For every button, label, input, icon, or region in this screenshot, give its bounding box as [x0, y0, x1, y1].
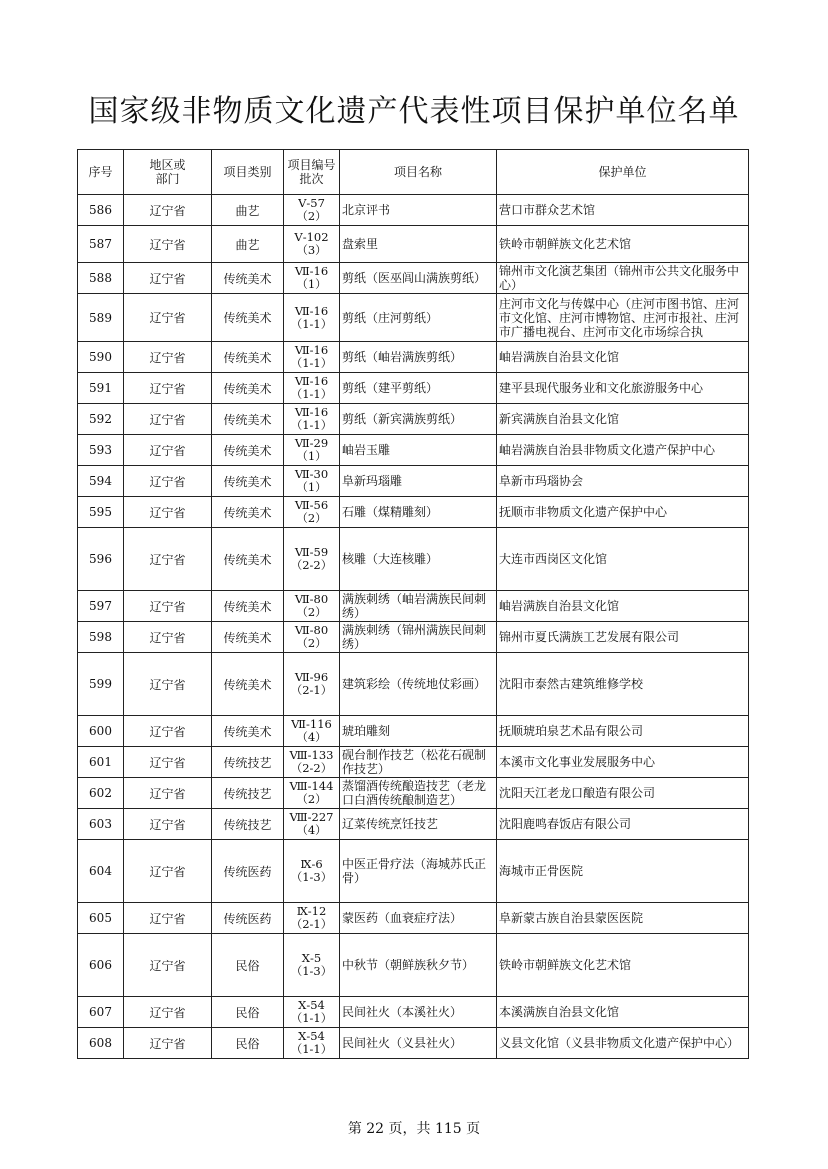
cell-region: 辽宁省 [124, 1028, 212, 1059]
cell-name: 剪纸（庄河剪纸） [340, 294, 497, 342]
cell-code: Ⅹ-5 （1-3） [284, 934, 340, 997]
table-row [78, 528, 749, 591]
cell-code: Ⅶ-16 （1-1） [284, 342, 340, 373]
page-title: 国家级非物质文化遗产代表性项目保护单位名单 [88, 94, 740, 129]
cell-region: 辽宁省 [124, 404, 212, 435]
cell-category: 传统美术 [212, 716, 284, 747]
cell-seq: 597 [78, 591, 124, 622]
cell-region: 辽宁省 [124, 226, 212, 263]
cell-region: 辽宁省 [124, 591, 212, 622]
cell-unit: 岫岩满族自治县文化馆 [497, 342, 749, 373]
cell-name: 满族刺绣（锦州满族民间刺绣） [340, 622, 497, 653]
cell-category: 传统技艺 [212, 747, 284, 778]
table-row [78, 809, 749, 840]
cell-seq: 590 [78, 342, 124, 373]
cell-name: 民间社火（义县社火） [340, 1028, 497, 1059]
cell-category: 传统美术 [212, 435, 284, 466]
cell-unit: 锦州市文化演艺集团（锦州市公共文化服务中心） [497, 263, 749, 294]
cell-category: 传统美术 [212, 497, 284, 528]
cell-region: 辽宁省 [124, 435, 212, 466]
cell-region: 辽宁省 [124, 653, 212, 716]
table-row [78, 226, 749, 263]
cell-code: Ⅸ-6 （1-3） [284, 840, 340, 903]
cell-code: Ⅶ-16 （1-1） [284, 373, 340, 404]
cell-region: 辽宁省 [124, 294, 212, 342]
header-name: 项目名称 [340, 150, 497, 195]
cell-category: 民俗 [212, 1028, 284, 1059]
header-code: 项目编号批次 [284, 150, 340, 195]
cell-seq: 604 [78, 840, 124, 903]
cell-seq: 592 [78, 404, 124, 435]
cell-category: 传统医药 [212, 840, 284, 903]
cell-region: 辽宁省 [124, 997, 212, 1028]
cell-seq: 606 [78, 934, 124, 997]
cell-region: 辽宁省 [124, 622, 212, 653]
cell-region: 辽宁省 [124, 778, 212, 809]
cell-unit: 铁岭市朝鲜族文化艺术馆 [497, 934, 749, 997]
cell-region: 辽宁省 [124, 466, 212, 497]
table-row [78, 373, 749, 404]
cell-category: 传统美术 [212, 294, 284, 342]
cell-unit: 大连市西岗区文化馆 [497, 528, 749, 591]
cell-seq: 594 [78, 466, 124, 497]
table-header-row [78, 150, 749, 195]
cell-seq: 589 [78, 294, 124, 342]
cell-name: 民间社火（本溪社火） [340, 997, 497, 1028]
cell-code: Ⅸ-12 （2-1） [284, 903, 340, 934]
cell-unit: 抚顺市非物质文化遗产保护中心 [497, 497, 749, 528]
cell-name: 剪纸（岫岩满族剪纸） [340, 342, 497, 373]
cell-region: 辽宁省 [124, 840, 212, 903]
cell-unit: 沈阳鹿鸣春饭店有限公司 [497, 809, 749, 840]
cell-seq: 600 [78, 716, 124, 747]
cell-unit: 建平县现代服务业和文化旅游服务中心 [497, 373, 749, 404]
cell-seq: 593 [78, 435, 124, 466]
cell-name: 中秋节（朝鲜族秋夕节） [340, 934, 497, 997]
cell-name: 辽菜传统烹饪技艺 [340, 809, 497, 840]
cell-category: 传统美术 [212, 263, 284, 294]
table-row [78, 466, 749, 497]
cell-code: Ⅴ-57 （2） [284, 195, 340, 226]
table-row [78, 778, 749, 809]
cell-category: 传统美术 [212, 622, 284, 653]
cell-category: 传统美术 [212, 373, 284, 404]
cell-unit: 岫岩满族自治县文化馆 [497, 591, 749, 622]
table-row [78, 747, 749, 778]
cell-code: Ⅶ-59 （2-2） [284, 528, 340, 591]
table-row [78, 716, 749, 747]
cell-unit: 铁岭市朝鲜族文化艺术馆 [497, 226, 749, 263]
cell-code: Ⅶ-56 （2） [284, 497, 340, 528]
cell-unit: 锦州市夏氏满族工艺发展有限公司 [497, 622, 749, 653]
cell-unit: 新宾满族自治县文化馆 [497, 404, 749, 435]
cell-code: Ⅶ-80 （2） [284, 622, 340, 653]
cell-code: Ⅶ-80 （2） [284, 591, 340, 622]
cell-region: 辽宁省 [124, 373, 212, 404]
cell-name: 蒸馏酒传统酿造技艺（老龙口白酒传统酿制造艺） [340, 778, 497, 809]
cell-region: 辽宁省 [124, 747, 212, 778]
cell-category: 传统美术 [212, 404, 284, 435]
cell-region: 辽宁省 [124, 903, 212, 934]
cell-seq: 599 [78, 653, 124, 716]
cell-unit: 海城市正骨医院 [497, 840, 749, 903]
table-row [78, 342, 749, 373]
cell-unit: 阜新市玛瑙协会 [497, 466, 749, 497]
cell-name: 盘索里 [340, 226, 497, 263]
cell-category: 曲艺 [212, 195, 284, 226]
cell-category: 传统技艺 [212, 778, 284, 809]
cell-code: Ⅶ-16 （1） [284, 263, 340, 294]
cell-category: 传统美术 [212, 653, 284, 716]
cell-name: 剪纸（新宾满族剪纸） [340, 404, 497, 435]
cell-seq: 601 [78, 747, 124, 778]
header-region: 地区或部门 [124, 150, 212, 195]
cell-region: 辽宁省 [124, 528, 212, 591]
cell-name: 阜新玛瑙雕 [340, 466, 497, 497]
cell-name: 岫岩玉雕 [340, 435, 497, 466]
table-row [78, 195, 749, 226]
cell-region: 辽宁省 [124, 934, 212, 997]
cell-category: 民俗 [212, 934, 284, 997]
cell-name: 剪纸（建平剪纸） [340, 373, 497, 404]
header-unit: 保护单位 [497, 150, 749, 195]
table-row [78, 934, 749, 997]
cell-code: Ⅷ-227 （4） [284, 809, 340, 840]
cell-region: 辽宁省 [124, 195, 212, 226]
cell-code: Ⅶ-16 （1-1） [284, 404, 340, 435]
header-category: 项目类别 [212, 150, 284, 195]
cell-region: 辽宁省 [124, 497, 212, 528]
cell-region: 辽宁省 [124, 263, 212, 294]
heritage-table [77, 149, 749, 1059]
cell-seq: 608 [78, 1028, 124, 1059]
cell-name: 核雕（大连核雕） [340, 528, 497, 591]
cell-seq: 586 [78, 195, 124, 226]
cell-category: 传统美术 [212, 528, 284, 591]
cell-code: Ⅹ-54 （1-1） [284, 1028, 340, 1059]
cell-seq: 587 [78, 226, 124, 263]
cell-seq: 588 [78, 263, 124, 294]
cell-name: 满族刺绣（岫岩满族民间刺绣） [340, 591, 497, 622]
cell-category: 民俗 [212, 997, 284, 1028]
cell-unit: 岫岩满族自治县非物质文化遗产保护中心 [497, 435, 749, 466]
cell-seq: 591 [78, 373, 124, 404]
cell-category: 传统医药 [212, 903, 284, 934]
cell-unit: 义县文化馆（义县非物质文化遗产保护中心） [497, 1028, 749, 1059]
table-row [78, 1028, 749, 1059]
table-row [78, 435, 749, 466]
cell-unit: 本溪市文化事业发展服务中心 [497, 747, 749, 778]
cell-seq: 602 [78, 778, 124, 809]
cell-name: 建筑彩绘（传统地仗彩画） [340, 653, 497, 716]
cell-code: Ⅶ-96 （2-1） [284, 653, 340, 716]
cell-seq: 607 [78, 997, 124, 1028]
cell-unit: 本溪满族自治县文化馆 [497, 997, 749, 1028]
table-row [78, 591, 749, 622]
cell-code: Ⅶ-16 （1-1） [284, 294, 340, 342]
cell-category: 传统美术 [212, 342, 284, 373]
cell-name: 琥珀雕刻 [340, 716, 497, 747]
cell-code: Ⅹ-54 （1-1） [284, 997, 340, 1028]
table-row [78, 997, 749, 1028]
cell-name: 砚台制作技艺（松花石砚制作技艺） [340, 747, 497, 778]
cell-unit: 阜新蒙古族自治县蒙医医院 [497, 903, 749, 934]
cell-category: 传统美术 [212, 591, 284, 622]
cell-unit: 庄河市文化与传媒中心（庄河市图书馆、庄河市文化馆、庄河市博物馆、庄河市报社、庄河市广播电视台、庄河市文化市场综合执 [497, 294, 749, 342]
cell-code: Ⅶ-116 （4） [284, 716, 340, 747]
cell-unit: 沈阳市泰然古建筑维修学校 [497, 653, 749, 716]
cell-name: 石雕（煤精雕刻） [340, 497, 497, 528]
cell-name: 蒙医药（血衰症疗法） [340, 903, 497, 934]
cell-seq: 596 [78, 528, 124, 591]
table-row [78, 903, 749, 934]
table-row [78, 294, 749, 342]
cell-category: 传统技艺 [212, 809, 284, 840]
cell-unit: 营口市群众艺术馆 [497, 195, 749, 226]
table-row [78, 404, 749, 435]
cell-seq: 603 [78, 809, 124, 840]
cell-unit: 抚顺琥珀泉艺术品有限公司 [497, 716, 749, 747]
cell-category: 传统美术 [212, 466, 284, 497]
cell-code: Ⅶ-29 （1） [284, 435, 340, 466]
cell-region: 辽宁省 [124, 809, 212, 840]
cell-region: 辽宁省 [124, 716, 212, 747]
cell-seq: 605 [78, 903, 124, 934]
cell-unit: 沈阳天江老龙口酿造有限公司 [497, 778, 749, 809]
cell-name: 中医正骨疗法（海城苏氏正骨） [340, 840, 497, 903]
table-row [78, 497, 749, 528]
cell-code: Ⅴ-102 （3） [284, 226, 340, 263]
table-row [78, 263, 749, 294]
cell-seq: 595 [78, 497, 124, 528]
table-row [78, 840, 749, 903]
cell-code: Ⅷ-133 （2-2） [284, 747, 340, 778]
cell-code: Ⅷ-144 （2） [284, 778, 340, 809]
table-row [78, 622, 749, 653]
page-number: 第 22 页，共 115 页 [347, 1121, 481, 1137]
table-row [78, 653, 749, 716]
cell-category: 曲艺 [212, 226, 284, 263]
cell-code: Ⅶ-30 （1） [284, 466, 340, 497]
cell-seq: 598 [78, 622, 124, 653]
cell-name: 北京评书 [340, 195, 497, 226]
cell-name: 剪纸（医巫闾山满族剪纸） [340, 263, 497, 294]
cell-region: 辽宁省 [124, 342, 212, 373]
header-seq: 序号 [78, 150, 124, 195]
